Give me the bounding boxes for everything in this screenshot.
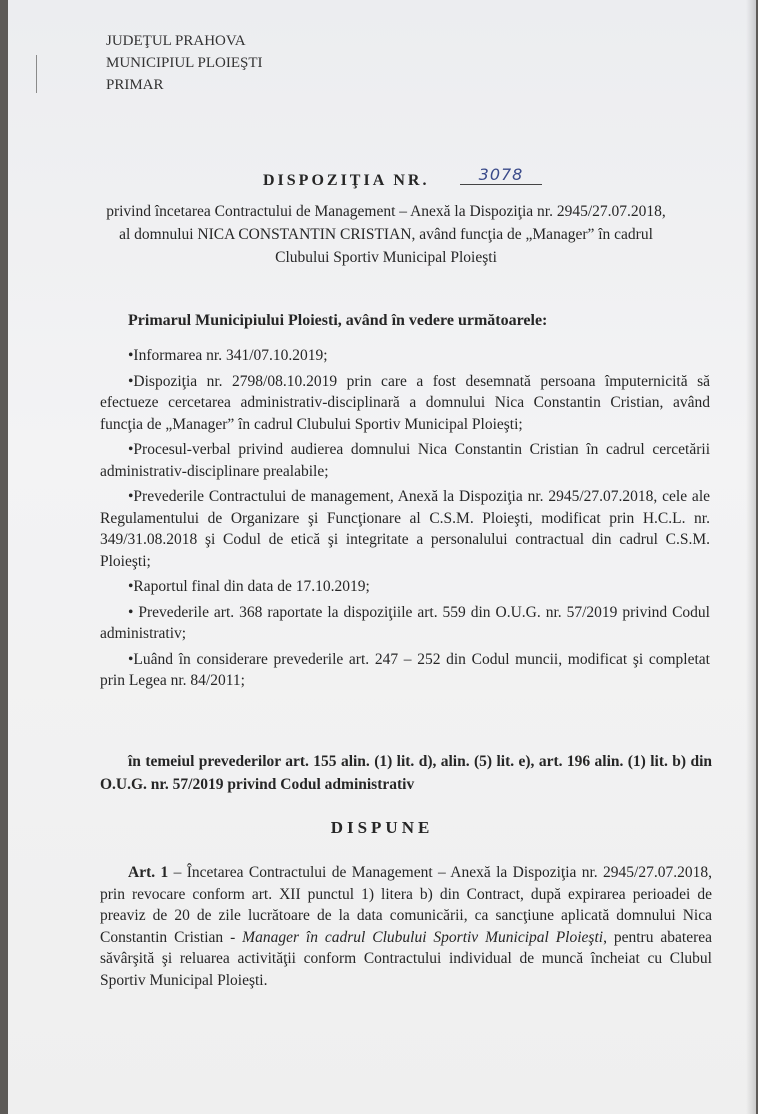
list-item: •Prevederile Contractului de management, Anexă la Dispoziţia nr. 2945/27.07.2018, cele ale Regulamentului de Organizare şi Funcţionare al C.S.M. Ploieşti, modificat prin H.C.L. nr. 349/31.08.2018 şi Codul de etică şi integritate a personalului contractual din cadrul C.S.M. Ploieşti;: [100, 488, 710, 570]
header-county: JUDEŢUL PRAHOVA: [106, 33, 246, 49]
legal-basis: în temeiul prevederilor art. 155 alin. (1) lit. d), alin. (5) lit. e), art. 196 alin. (1) lit. b) din O.U.G. nr. 57/2019 privind Codul administrativ: [100, 753, 712, 793]
intro-line: Primarul Municipiului Ploiesti, având în vedere următoarele:: [128, 312, 548, 329]
list-item: •Luând în considerare prevederile art. 247 – 252 din Codul muncii, modificat şi completat prin Legea nr. 84/2011;: [100, 650, 710, 689]
article-1: [100, 862, 712, 991]
list-item: • Prevederile art. 368 raportate la dispoziţiile art. 559 din O.U.G. nr. 57/2019 privind Codul administrativ;: [100, 603, 710, 642]
disposition-number: 3078: [460, 165, 542, 185]
list-item: •Informarea nr. 341/07.10.2019;: [128, 347, 328, 364]
considerations-list: [100, 345, 710, 696]
document-page: [8, 0, 756, 1114]
header-municipality: MUNICIPIUL PLOIEŞTI: [106, 55, 263, 71]
document-subtitle: privind încetarea Contractului de Management – Anexă la Dispoziţia nr. 2945/27.07.2018, al domnului NICA CONSTANTIN CRISTIAN, având funcţia de „Manager” în cadrul Clubului Sportiv Municipal Ploieşti: [106, 203, 666, 266]
dispune-heading: DISPUNE: [330, 818, 434, 837]
article-1-label: Art. 1: [128, 864, 169, 881]
article-1-text-a: – Încetarea Contractului de Management – Anexă la Dispoziţia nr. 2945/27.07.2018, prin revocare conform art. XII punctul 1) litera b) din Contract, după expirarea perioadei de preaviz de 20 de zile lucrătoare de la data comunicării, ca sancţiune aplicată domnului Nica Constantin Cristian -: [100, 864, 712, 946]
list-item: •Raportul final din data de 17.10.2019;: [128, 578, 370, 595]
page-edge-shadow: [746, 0, 756, 1114]
document-title: DISPOZIŢIA NR.: [263, 172, 430, 189]
margin-mark: [36, 55, 37, 93]
document-header: [106, 30, 263, 96]
header-office: PRIMAR: [106, 77, 164, 93]
list-item: •Procesul-verbal privind audierea domnului Nica Constantin Cristian în cadrul cercetării administrativ-disciplinare prealabile;: [100, 441, 710, 480]
article-1-text-b: , pentru abaterea săvârşită şi reluarea activităţii conform Contractului individual de muncă încheiat cu Clubul Sportiv Municipal Ploieşti.: [100, 928, 712, 989]
article-1-text-italic: Manager în cadrul Clubului Sportiv Municipal Ploieşti: [242, 928, 604, 946]
list-item: •Dispoziţia nr. 2798/08.10.2019 prin care a fost desemnată persoana împuternicită să efectueze cercetarea administrativ-disciplinară a domnului Nica Constantin Cristian, având funcţia de „Manager” în cadrul Clubului Sportiv Municipal Ploieşti;: [100, 372, 710, 433]
